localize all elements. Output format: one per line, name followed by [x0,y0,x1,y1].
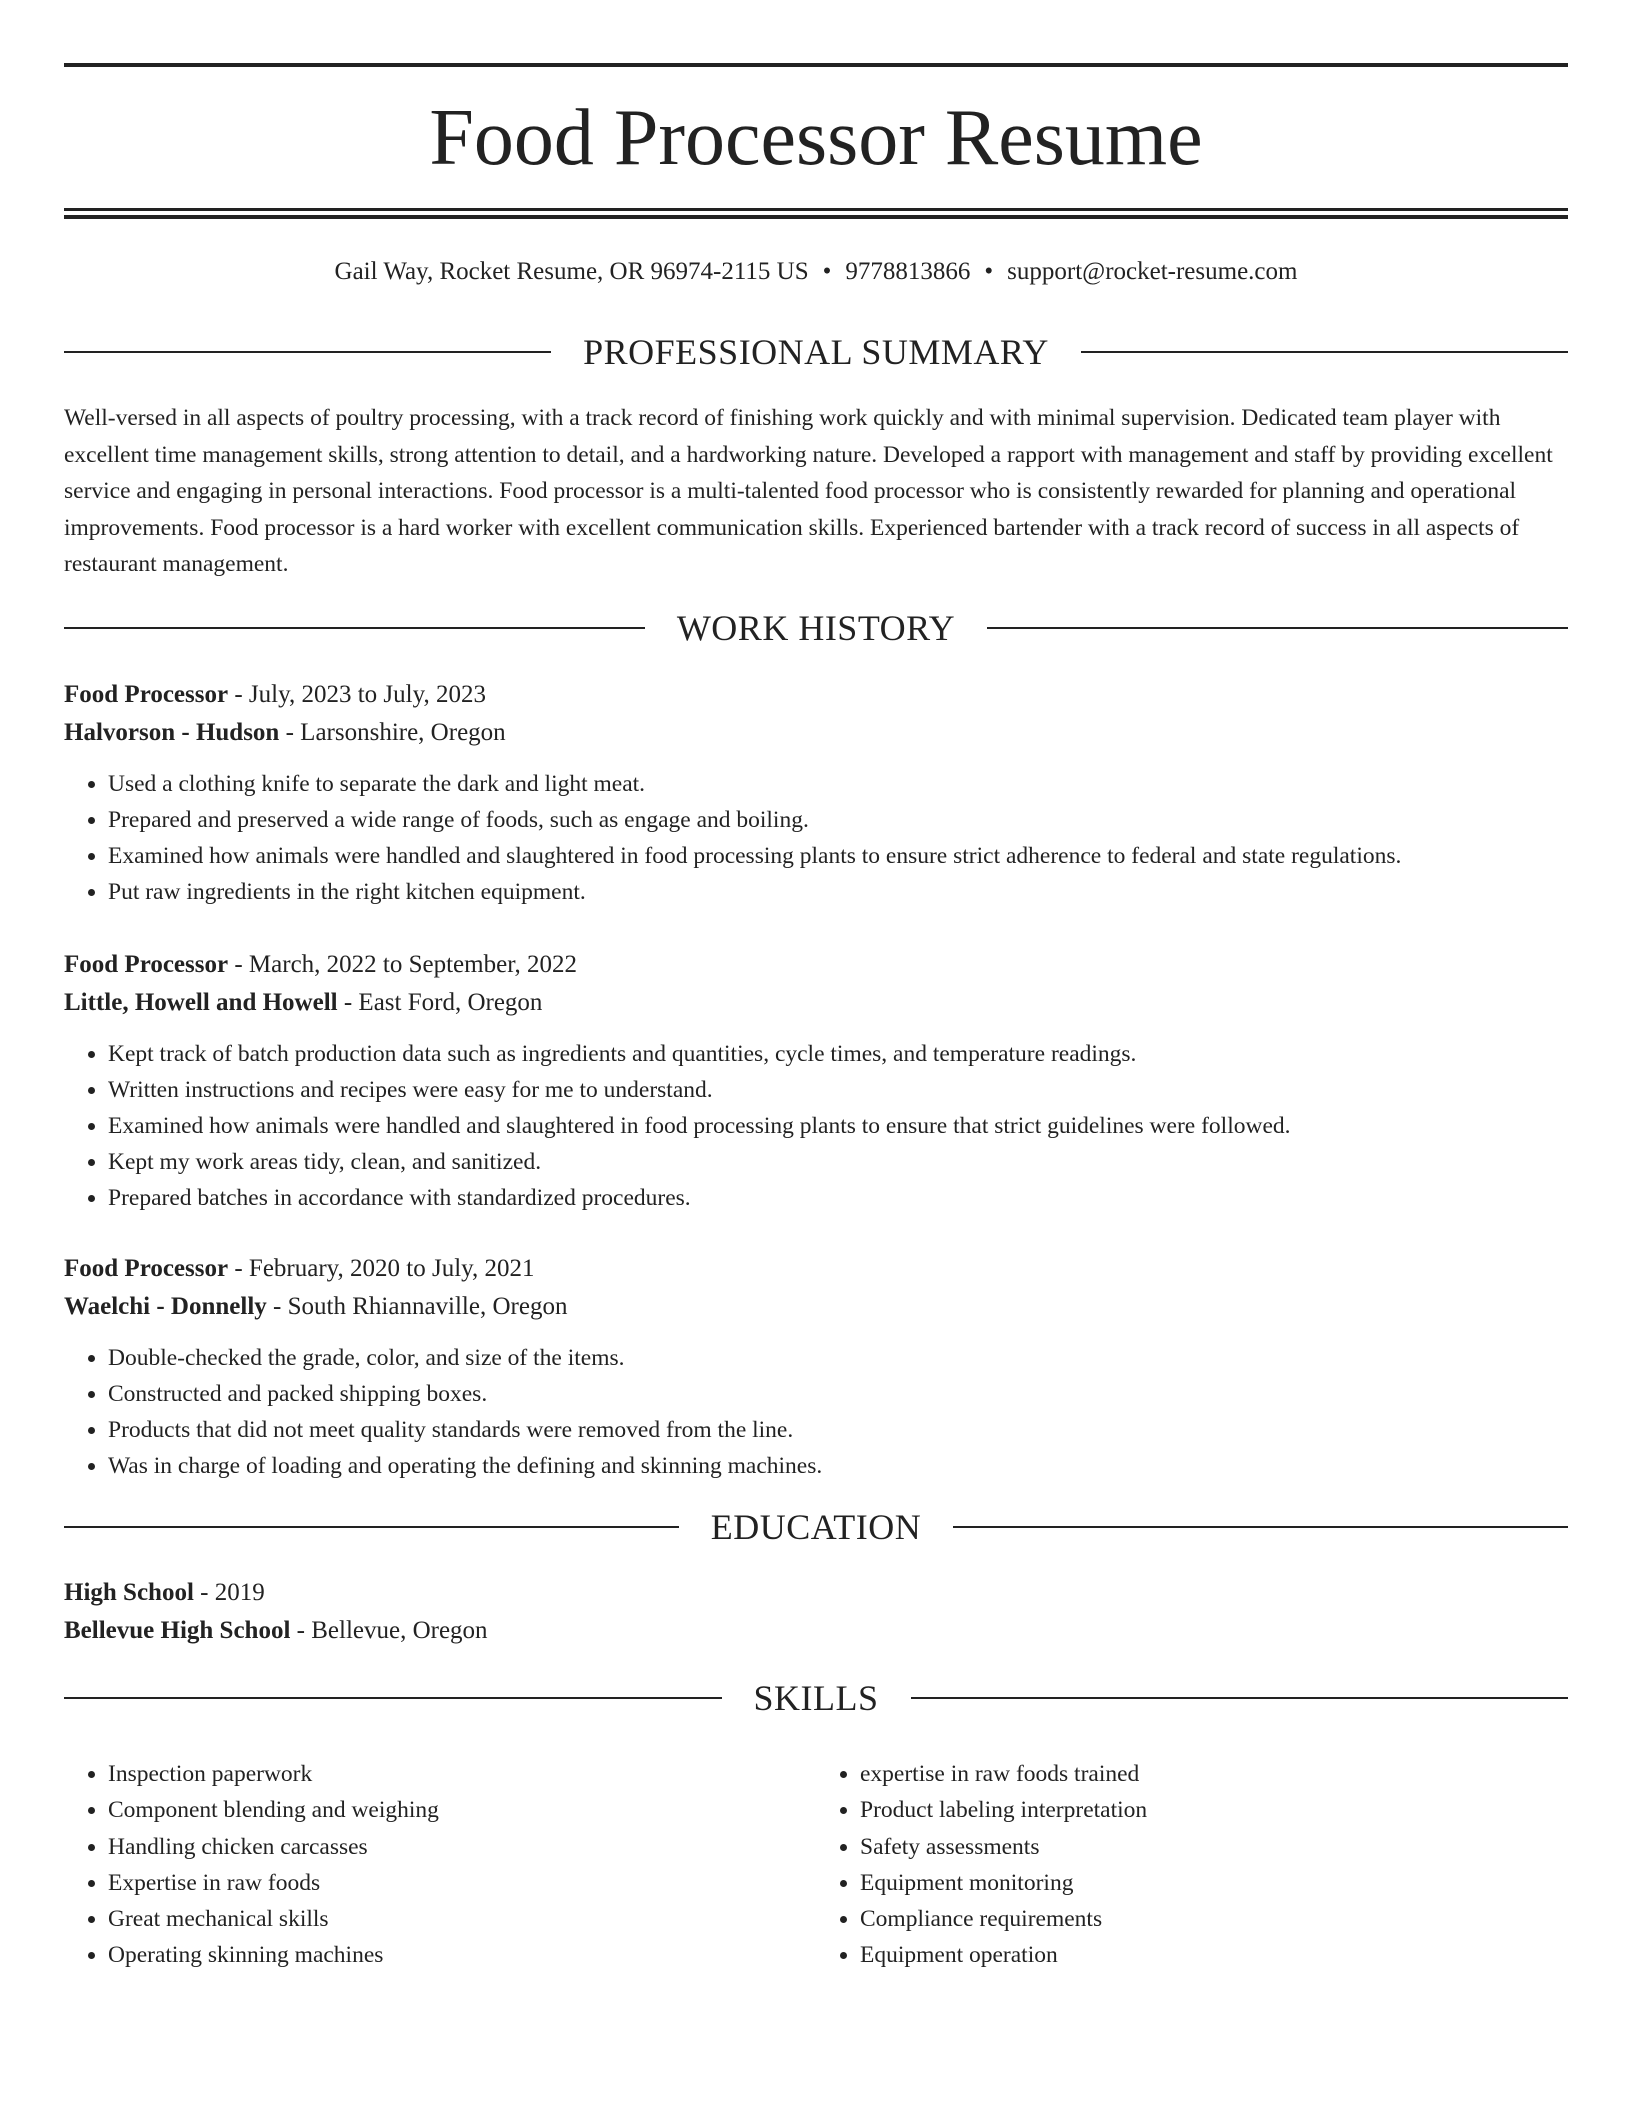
job-entry [64,946,1568,1216]
section-rule [64,1697,722,1699]
section-title: EDUCATION [710,1507,922,1547]
job-bullet: • Constructed and packed shipping boxes. [108,1376,1568,1412]
skill-item: • Equipment monitoring [860,1865,1568,1901]
job-bullets [64,1036,1568,1216]
job-bullet: • Double-checked the grade, color, and size of the items. [108,1340,1568,1376]
contact-separator: • [822,258,832,285]
job-company-line [64,714,1568,752]
job-location: - South Rhiannaville, Oregon [266,1293,568,1320]
skill-item: • Inspection paperwork [108,1756,816,1792]
job-company-line [64,984,1568,1022]
job-dates: - March, 2022 to September, 2022 [228,951,578,978]
job-bullet: • Kept track of batch production data such as ingredients and quantities, cycle times, and temperature readings. [108,1036,1568,1072]
section-title: WORK HISTORY [676,608,956,648]
skill-item: • Product labeling interpretation [860,1792,1568,1828]
job-title-line [64,946,1568,984]
job-company-line [64,1288,1568,1326]
job-dates: - July, 2023 to July, 2023 [228,681,486,708]
section-rule [911,1697,1569,1699]
section-header-summary [64,332,1568,372]
resume-title: Food Processor Resume [429,94,1203,182]
job-bullet: • Written instructions and recipes were easy for me to understand. [108,1072,1568,1108]
section-header-education [64,1507,1568,1547]
job-bullet: • Prepared and preserved a wide range of foods, such as engage and boiling. [108,802,1568,838]
contact-email[interactable]: support@rocket-resume.com [1007,258,1298,285]
job-company: Little, Howell and Howell [64,989,338,1016]
job-bullets [64,766,1568,910]
skill-item: • expertise in raw foods trained [860,1756,1568,1792]
skill-item: • Component blending and weighing [108,1792,816,1828]
skill-item: • Great mechanical skills [108,1901,816,1937]
section-rule [64,627,645,629]
title-double-rule [64,208,1568,219]
education-school: Bellevue High School [64,1617,291,1644]
education-degree: High School [64,1579,194,1606]
job-entry [64,676,1568,910]
job-entry [64,1250,1568,1484]
section-rule [1081,351,1568,353]
skills-columns [64,1756,1568,1974]
job-bullet: • Used a clothing knife to separate the dark and light meat. [108,766,1568,802]
job-location: - East Ford, Oregon [337,989,543,1016]
contact-line [64,254,1568,290]
contact-address: Gail Way, Rocket Resume, OR 96974-2115 US [334,258,809,285]
section-header-skills [64,1678,1568,1718]
job-bullet: • Kept my work areas tidy, clean, and sanitized. [108,1144,1568,1180]
section-rule [987,627,1568,629]
contact-separator: • [984,258,994,285]
education-school-line [64,1612,1568,1650]
section-rule [64,1526,679,1528]
job-location: - Larsonshire, Oregon [279,719,506,746]
section-rule [953,1526,1568,1528]
skill-item: • Operating skinning machines [108,1937,816,1973]
section-title: SKILLS [753,1678,879,1718]
summary-text: Well-versed in all aspects of poultry processing, with a track record of finishing work quickly and with minimal supervision. Dedicated team player with excellent time management skills, strong attention to detail, and a hardworking nature. Developed a rapport with management and staff by providing excellent service and engaging in personal interactions. Food processor is a multi-talented food processor who is consistently rewarded for planning and operational improvements. Food processor is a hard worker with excellent communication skills. Experienced bartender with a track record of success in all aspects of restaurant management. [64,405,1553,577]
top-rule [64,63,1568,67]
job-title: Food Processor [64,1255,229,1282]
job-bullet: • Products that did not meet quality standards were removed from the line. [108,1412,1568,1448]
job-dates: - February, 2020 to July, 2021 [228,1255,535,1282]
skill-item: • Safety assessments [860,1829,1568,1865]
skill-item: • Compliance requirements [860,1901,1568,1937]
education-location: - Bellevue, Oregon [290,1617,488,1644]
job-bullet: • Prepared batches in accordance with standardized procedures. [108,1180,1568,1216]
job-bullet: • Examined how animals were handled and slaughtered in food processing plants to ensure that strict guidelines were followed. [108,1108,1568,1144]
education-degree-line [64,1574,1568,1612]
job-bullet: • Was in charge of loading and operating the defining and skinning machines. [108,1448,1568,1484]
skill-item: • Expertise in raw foods [108,1865,816,1901]
job-title: Food Processor [64,951,229,978]
skill-item: • Equipment operation [860,1937,1568,1973]
skills-list-right [816,1756,1568,1974]
section-header-work-history [64,608,1568,648]
section-title: PROFESSIONAL SUMMARY [583,332,1049,372]
job-company: Waelchi - Donnelly [64,1293,267,1320]
skill-item: • Handling chicken carcasses [108,1829,816,1865]
section-rule [64,351,551,353]
job-bullet: • Put raw ingredients in the right kitchen equipment. [108,874,1568,910]
skills-list-left [64,1756,816,1974]
job-title-line [64,676,1568,714]
job-title: Food Processor [64,681,229,708]
education-entry [64,1574,1568,1650]
education-year: - 2019 [193,1579,265,1606]
job-title-line [64,1250,1568,1288]
job-bullets [64,1340,1568,1484]
job-bullet: • Examined how animals were handled and slaughtered in food processing plants to ensure strict adherence to federal and state regulations. [108,838,1568,874]
job-company: Halvorson - Hudson [64,719,280,746]
contact-phone[interactable]: 9778813866 [845,258,971,285]
